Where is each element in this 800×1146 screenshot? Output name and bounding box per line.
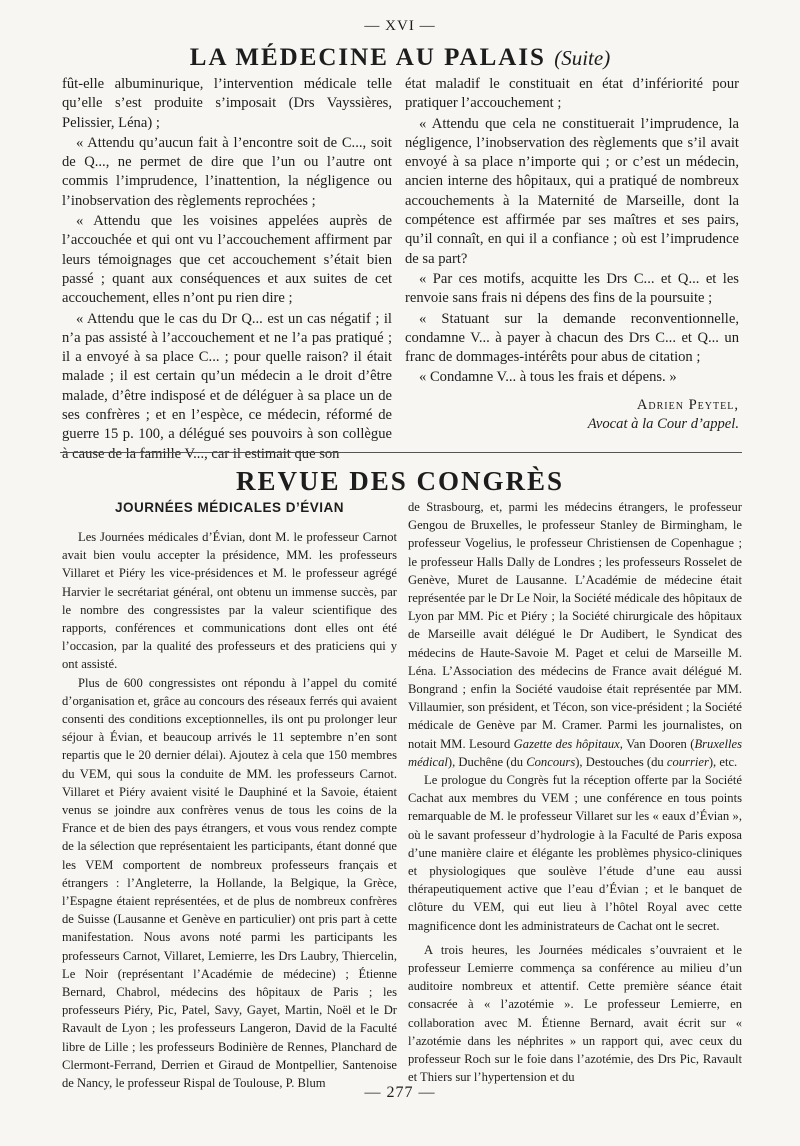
section-title-congres: REVUE DES CONGRÈS bbox=[235, 466, 565, 496]
signature-block bbox=[405, 396, 739, 435]
palais-left-column bbox=[62, 75, 392, 465]
press-title: Gazette des hôpitaux bbox=[513, 736, 620, 751]
palais-right-paragraph: état maladif le constituait en état d’infériorité pour pratiquer l’accouchement ; bbox=[405, 76, 739, 112]
palais-left-paragraph: « Attendu que les voisines appelées auprès de l’accouchée et qui ont vu l’accouchement affirment par leurs témoignages que cet accouchement s’était bien passé ; quant aux conséquences et aux suites de cet accouchement, elles n’ont pu rien dire ; bbox=[62, 213, 392, 307]
congres-right-paragraph: de Strasbourg, et, parmi les médecins étrangers, le professeur Gengou de Bruxelles, le professeur Stanley de Birmingham, le professeur Vogelius, le professeur Christiensen de Copenhague ; le professeur Halls Dally de Londres ; les professeurs Rosselet de Genève, Muret de Lausanne. L’Académie de médecine était représentée par le Dr Le Noir, la Société médicale des hôpitaux de Lyon par MM. Pic et Piéry ; la Société chirurgicale des hôpitaux de Marseille avait délégué le Dr Audibert, le Syndicat des médecins de Haute-Savoie M. Paget et celui de Marseille M. Léna. L’Association des médecins de France avait délégué M. Bongrand ; enfin la Société vaudoise était représentée par MM. Villaumier, son président, et Técon, son vice-président ; la Société médicale de Genève par M. Cramer. Parmi les journalistes, on notait MM. Lesourd Gazette des hôpitaux, Van Dooren (Bruxelles médical), Duchêne (du Concours), Destouches (du courrier), etc. bbox=[408, 500, 742, 769]
palais-right-paragraph: « Condamne V... à tous les frais et dépens. » bbox=[419, 369, 677, 386]
palais-right-column bbox=[405, 75, 739, 434]
press-journalist: Van Dooren bbox=[626, 736, 687, 751]
congres-left-column bbox=[62, 528, 397, 1092]
page-number-roman: — XVI — bbox=[364, 18, 436, 34]
section-title-suffix: (Suite) bbox=[554, 46, 611, 70]
subsection-title: JOURNÉES MÉDICALES D’ÉVIAN bbox=[114, 500, 345, 515]
palais-right-paragraph: « Statuant sur la demande reconventionnelle, condamne V... à payer à chacun des Drs C... et Q... un franc de dommages-intérêts pour abus de citation ; bbox=[405, 310, 739, 366]
section-title-text: LA MÉDECINE AU PALAIS bbox=[189, 44, 546, 71]
press-title: Concours bbox=[526, 754, 576, 769]
congres-right-paragraph: A trois heures, les Journées médicales s’ouvraient et le professeur Lemierre commença sa conférence au milieu d’un auditoire nombreux et attentif. Cette première séance était consacrée à « l’azotémie ». Le professeur Lemierre, en collaboration avec M. Étienne Bernard, avait écrit sur « l’azotémie dans les néphrites » un rapport qui, avec ceux du professeur Roch sur le foie dans l’azotémie, des Drs Pic, Ravault et Thiers sur l’hypertension et du bbox=[408, 942, 742, 1085]
section-divider bbox=[60, 452, 742, 453]
press-title: Bruxelles médical bbox=[408, 736, 742, 769]
signature-role: Avocat à la Cour d’appel. bbox=[587, 416, 739, 433]
congres-left-paragraph: Plus de 600 congressistes ont répondu à l’appel du comité d’organisation et, grâce au concours des réseaux ferrés qui avaient consenti des conditions exceptionnelles, ils ont pu prolonger leur séjour à Évian, et beaucoup arrivés le 11 septembre n’en sont repartis que le 20 dernier délai). Ajoutez à cela que 150 membres du VEM, qui sous la conduite de MM. les professeurs Carnot. Villaret et Piéry avaient visité le Dauphiné et la Savoie, étaient venus se joindre aux confrères venus de tous les coins de la France et de bien des pays étrangers, et vous vous rendez compte de la sélection que représentaient les participants, étant donné que les VEM comportent de nombreux professeurs français et étrangers : l’Angleterre, la Hollande, la Belgique, la Grèce, l’Espagne étaient représentées, et de plus de nombreux confrères de Suisse (Lausanne et Genève en particulier) ont pris part à cette manifestation. Nous avons noté parmi les participants les professeurs Carnot, Villaret, Lemierre, les Drs Laubry, Thiercelin, Le Noir (représentant l’Académie de médecine) ; Étienne Bernard, Chabrol, médecins des hôpitaux de Paris ; les professeurs Piéry, Pic, Patel, Savy, Gayet, Martin, Noël et le Dr Ravault de Lyon ; les professeurs Langeron, David de la Faculté libre de Lille ; les professeurs Bodinière de Rennes, Planchard de Clermont-Ferrand, Derrien et Giraud de Montpellier, Santenoise de Nancy, le professeur Rispal de Toulouse, P. Blum bbox=[62, 675, 397, 1091]
congres-right-text: de Strasbourg, et, parmi les médecins étrangers, le professeur Gengou de Bruxelles, le professeur Stanley de Birmingham, le professeur Vogelius, le professeur Christiensen de Copenhague ; le professeur Halls Dally de Londres ; les professeurs Rosselet de Genève, Muret de Lausanne. L’Académie de médecine était représentée par le Dr Le Noir, la Société médicale des hôpitaux de Lyon par MM. Pic et Piéry ; la Société chirurgicale des hôpitaux de Marseille avait délégué le Dr Audibert, le Syndicat des médecins de Haute-Savoie M. Paget et celui de Marseille M. Léna. L’Association des médecins de France avait délégué M. Bongrand ; enfin la Société vaudoise était représentée par MM. Villaumier, son président, et Técon, son vice-président ; la Société médicale de Genève par M. Cramer. Parmi les journalistes, on notait MM. Lesourd bbox=[408, 500, 742, 751]
palais-right-paragraph: « Par ces motifs, acquitte les Drs C... et Q... et les renvoie sans frais ni dépens des fins de la poursuite ; bbox=[405, 270, 739, 307]
congres-right-column bbox=[408, 498, 742, 1087]
congres-right-paragraph: Le prologue du Congrès fut la réception offerte par la Société Cachat aux membres du VEM ; une conférence en tous points remarquable de M. le professeur Villaret sur les « eaux d’Évian », où le savant professeur d’hydrologie à la Faculté de Paris exposa d’une manière claire et élégante les problèmes physico-cliniques et physiologiques que soulève l’étude d’une eau aussi thérapeutiquement active que l’eau d’Évian ; et le banquet de clôture du VEM, qui eut lieu à l’hôtel Royal avec cette magnificence dont les administrateurs de Cachat ont le secret. bbox=[408, 773, 742, 933]
palais-left-paragraph: fût-elle albuminurique, l’intervention médicale telle qu’elle s’est produite s’imposait (Drs Vayssières, Pelissier, Léna) ; bbox=[62, 76, 392, 131]
palais-left-paragraph: « Attendu qu’aucun fait à l’encontre soit de C..., soit de Q..., ne permet de dire que l’un ou l’autre ont commis l’imprudence, l’inattention, la négligence ou l’inobservation des règlements reprochées ; bbox=[62, 134, 392, 209]
signature-name: Adrien Peytel, bbox=[636, 396, 739, 413]
palais-left-paragraph: « Attendu que le cas du Dr Q... est un cas négatif ; il n’a pas assisté à l’accouchement et ne l’a pas pratiqué ; il a envoyé à sa place C... ; pour quelle raison? il était malade ; il est certain qu’un médecin a le droit d’être malade, d’être indisposé et de déléguer à sa place un de ses confrères ; et en l’espèce, ce médecin, réformé de guerre 15 p. 100, a délégué ses pouvoirs à son collègue à cause de la famille V..., car il estimait que son bbox=[62, 310, 392, 462]
press-end: etc. bbox=[719, 754, 738, 769]
press-title: courrier bbox=[666, 754, 709, 769]
page-number: — 277 — bbox=[364, 1084, 436, 1101]
section-title-palais bbox=[0, 44, 800, 72]
congres-left-paragraph: Les Journées médicales d’Évian, dont M. le professeur Carnot avait bien voulu accepter la présidence, MM. les professeurs Villaret et Piéry les vice-présidences et M. le professeur agrégé Harvier le secrétariat général, ont obtenu un immense succès, par le nombre des congressistes par la valeur scientifique des rapports, conférences et communications dont elles ont été l’occasion, par la qualité des professeurs et des praticiens qui y ont assisté. bbox=[62, 530, 397, 672]
press-journalist: Duchêne bbox=[458, 754, 504, 769]
palais-right-paragraph: « Attendu que cela ne constituerait l’imprudence, la négligence, l’inobservation des règlements que s’il avait envoyé à sa place n’importe qui ; or c’est un médecin, ancien interne des hôpitaux, qui a pratiqué de nombreux accouchements à la Maternité de Marseille, dont la compétence est affirmée par ses maîtres et ses pairs, qu’il connaît, en qui il a confiance ; où est l’imprudence de sa part? bbox=[405, 115, 739, 267]
press-journalist: Destouches bbox=[585, 754, 644, 769]
